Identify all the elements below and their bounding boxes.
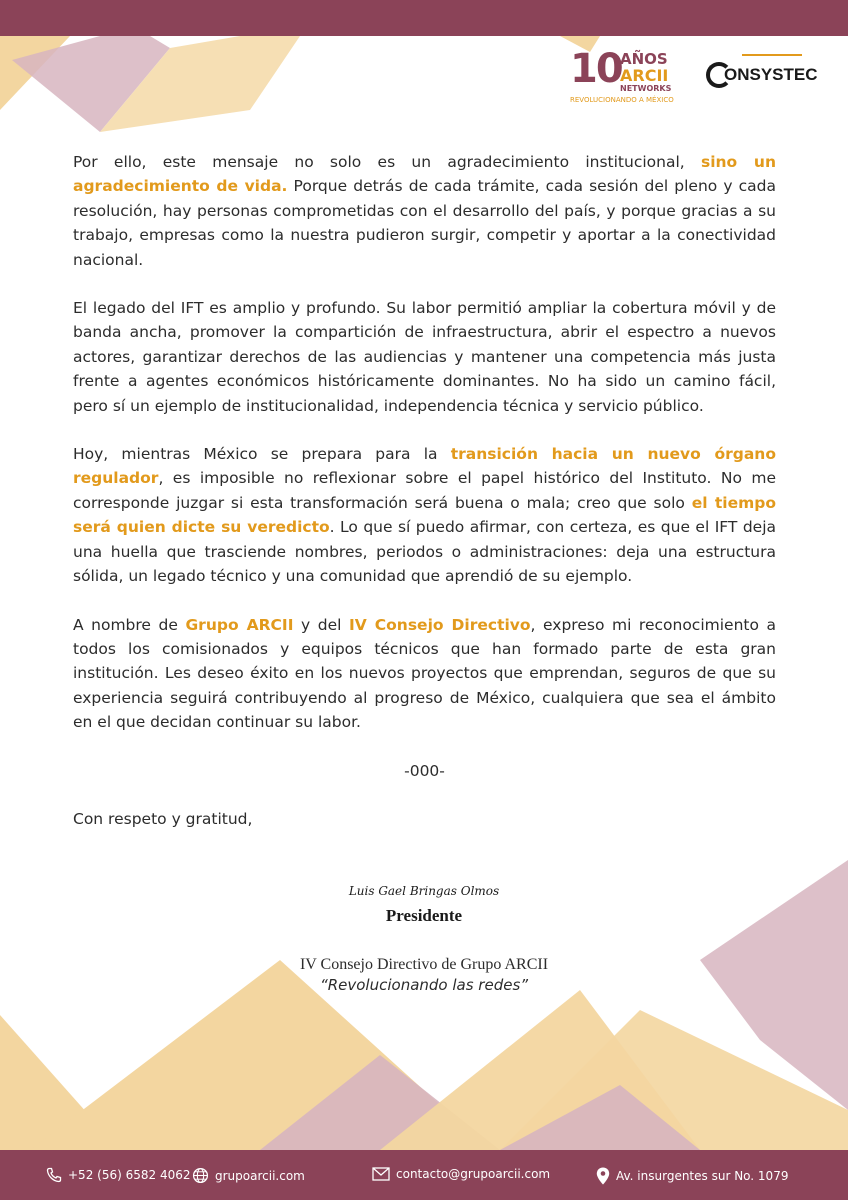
signature-title: Presidente	[385, 906, 463, 925]
letter-body	[73, 150, 776, 855]
mail-icon	[372, 1167, 390, 1181]
highlighted-text: Grupo ARCII	[185, 615, 294, 634]
footer-email[interactable]	[372, 1167, 550, 1181]
paragraph-4	[73, 613, 776, 735]
footer-address[interactable]	[596, 1167, 788, 1185]
body-text: . Lo que sí puedo afirmar, con certeza, es que el IFT deja una huella que trasciende nombres, periodos o administraciones: deja una estructura sólida, un legado técnico y una comunidad que aprendió de su ejemplo.	[73, 518, 776, 586]
paragraph-2	[73, 296, 776, 418]
paragraph-3	[73, 442, 776, 588]
body-text: El legado del IFT es amplio y profundo. Su labor permitió ampliar la cobertura móvil y de banda ancha, promover la compartición de infraestructura, abrir el espectro a nuevos actores, garantizar derechos de las audiencias y mantener una competencia más justa frente a agentes económicos históricamente dominantes. No ha sido un camino fácil, pero sí un ejemplo de institucionalidad, independencia técnica y servicio público.	[73, 299, 776, 415]
highlighted-text: transición hacia un nuevo órgano regulador	[73, 445, 776, 488]
signature-organization: IV Consejo Directivo de Grupo ARCII	[299, 956, 549, 973]
body-text: A nombre de	[73, 615, 186, 634]
arcii-logo-networks: NETWORKS	[620, 84, 672, 93]
consystec-wordmark: ONSYSTEC	[724, 65, 818, 84]
arcii-logo-number: 10	[570, 46, 622, 92]
footer-web[interactable]	[192, 1167, 305, 1184]
body-text: Porque detrás de cada trámite, cada sesión del pleno y cada resolución, hay personas comprometidas con el desarrollo del país, y porque gracias a su trabajo, empresas como la nuestra pudieron surgir, competir y aportar a la conectividad nacional.	[73, 177, 776, 269]
footer-email-text: contacto@grupoarcii.com	[396, 1167, 551, 1181]
signature-motto: “Revolucionando las redes”	[319, 976, 529, 994]
body-text: Hoy, mientras México se prepara para la	[73, 445, 451, 464]
body-text: y del	[293, 615, 349, 634]
separator: -000-	[404, 761, 445, 780]
location-pin-icon	[596, 1167, 610, 1185]
arcii-logo-tagline: REVOLUCIONANDO A MÉXICO	[570, 96, 674, 104]
footer-phone[interactable]	[46, 1167, 190, 1183]
header-bar	[0, 0, 848, 36]
header-logos	[570, 40, 820, 110]
phone-icon	[46, 1167, 62, 1183]
arcii-logo-brand: ARCII	[620, 66, 669, 85]
body-text: , es imposible no reflexionar sobre el papel histórico del Instituto. No me corresponde juzgar si esta transformación será buena o mala; creo que solo	[73, 469, 776, 512]
closing-line: Con respeto y gratitud,	[73, 809, 253, 828]
paragraph-1	[73, 150, 776, 272]
signature-name: Luis Gael Bringas Olmos	[348, 884, 500, 898]
body-text: , expreso mi reconocimiento a todos los comisionados y equipos técnicos que han formado parte de esta gran institución. Les deseo éxito en los nuevos proyectos que emprendan, seguros de que su experiencia seguirá contribuyendo al progreso de México, cualquiera que sea el ámbito en el que decidan continuar su labor.	[73, 615, 777, 732]
arcii-logo-years: AÑOS	[620, 50, 668, 68]
footer-address-text: Av. insurgentes sur No. 1079	[616, 1169, 789, 1183]
body-text: Por ello, este mensaje no solo es un agradecimiento institucional,	[73, 153, 701, 171]
footer-phone-text: +52 (56) 6582 4062	[68, 1168, 191, 1182]
consystec-logo	[706, 60, 818, 96]
footer-bar	[0, 1150, 848, 1200]
highlighted-text: sino un agradecimiento de vida.	[73, 153, 776, 196]
globe-icon	[192, 1167, 209, 1184]
highlighted-text: IV Consejo Directivo	[348, 615, 531, 634]
highlighted-text: el tiempo será quien dicte su veredicto	[73, 493, 776, 537]
arcii-logo	[570, 44, 698, 106]
footer-web-text: grupoarcii.com	[215, 1168, 305, 1183]
